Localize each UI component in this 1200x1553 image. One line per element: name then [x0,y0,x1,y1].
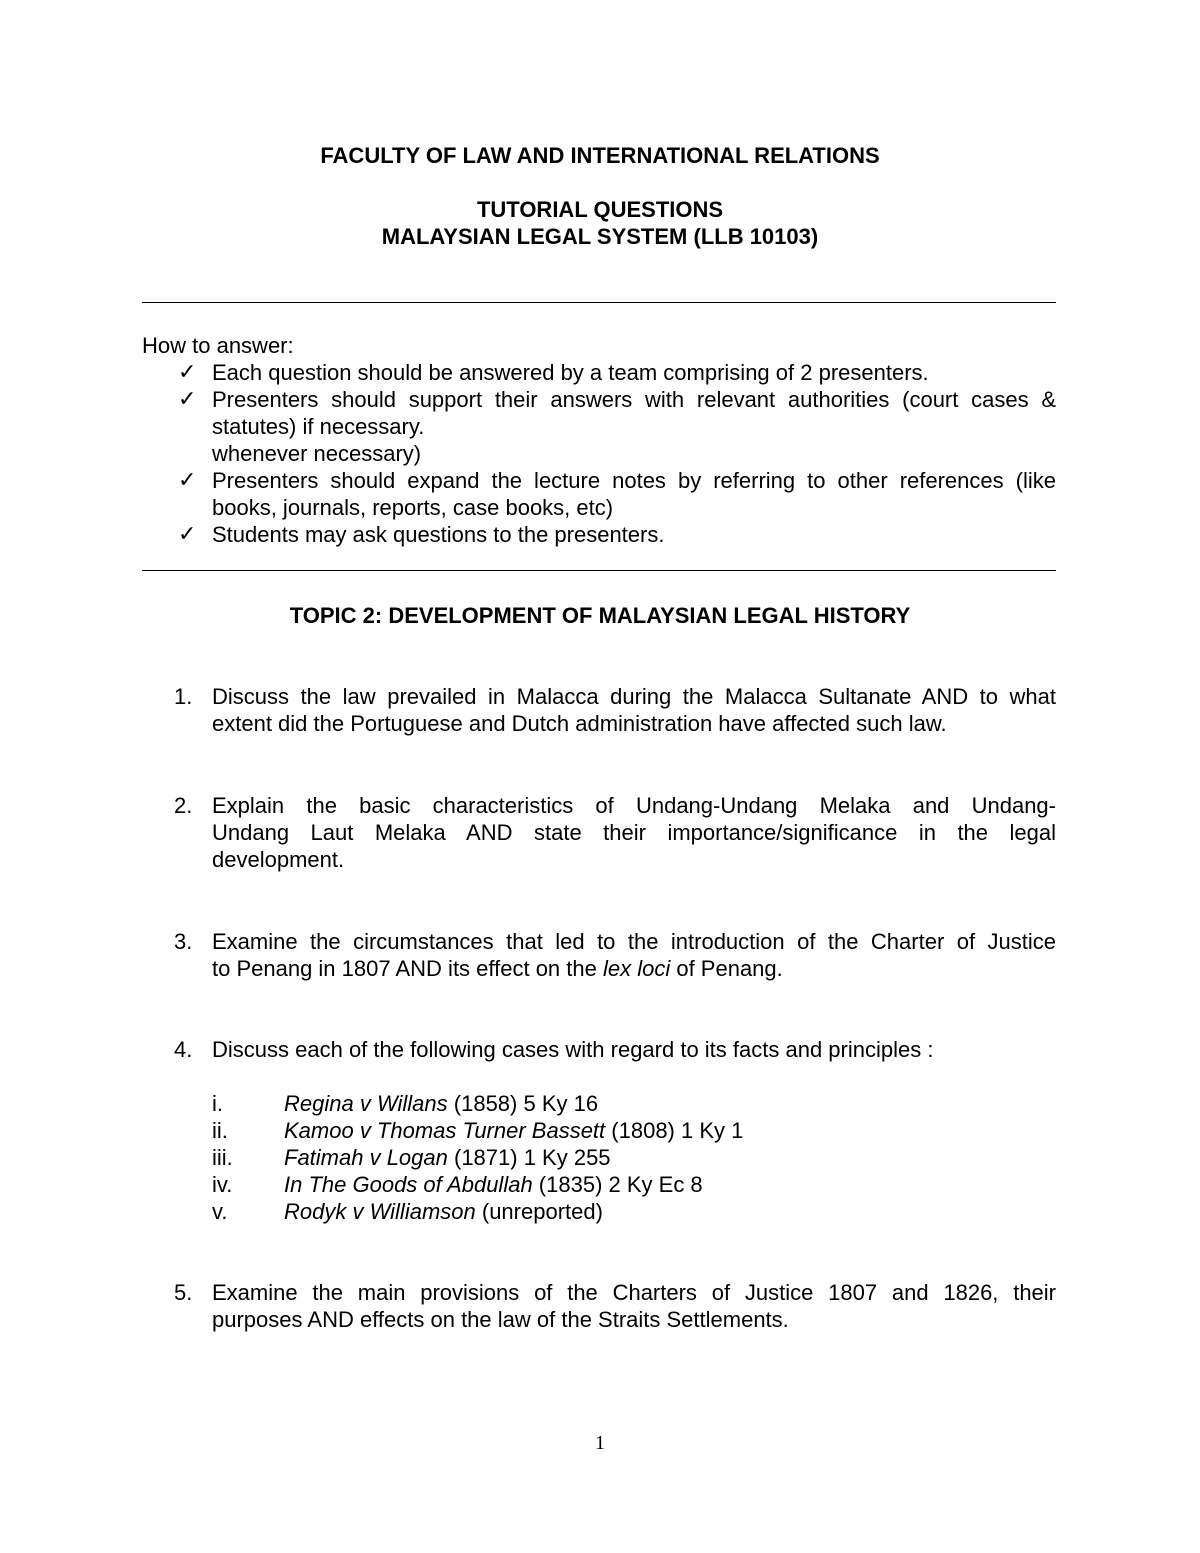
question-number: 1. [174,684,193,709]
faculty-title: FACULTY OF LAW AND INTERNATIONAL RELATIONS [320,143,880,168]
case-numeral: iv. [212,1172,233,1197]
instruction-item-cont: books, journals, reports, case books, etc) [212,495,614,520]
case-reference: (unreported) [475,1199,603,1224]
check-icon: ✓ [178,521,197,546]
instruction-item-cont: statutes) if necessary. [212,414,425,439]
case-citation [284,1117,743,1144]
divider-top [142,302,1056,303]
case-name: In The Goods of Abdullah [284,1172,533,1197]
topic-title: TOPIC 2: DEVELOPMENT OF MALAYSIAN LEGAL HISTORY [289,603,911,628]
check-icon: ✓ [178,359,197,384]
check-icon: ✓ [178,467,197,492]
instruction-item-cont: whenever necessary) [212,441,422,466]
case-citation [284,1171,703,1198]
lex-loci-term: lex loci [602,956,671,981]
question-text-cont: extent did the Portuguese and Dutch administration have affected such law. [212,711,947,736]
case-numeral: v. [212,1199,228,1224]
question-number: 5. [174,1280,193,1305]
instruction-item: Students may ask questions to the presenters. [212,522,665,547]
question-text: Examine the circumstances that led to the introduction of the Charter of Justice [212,929,1056,954]
question-text: Discuss each of the following cases with regard to its facts and principles : [212,1037,934,1062]
check-icon: ✓ [178,386,197,411]
instructions-heading: How to answer: [142,333,294,358]
question-text-part: of Penang. [670,956,783,981]
instruction-item: Presenters should expand the lecture notes by referring to other references (like [212,468,1056,493]
case-numeral: ii. [212,1118,228,1143]
case-reference: (1871) 1 Ky 255 [447,1145,611,1170]
case-name: Rodyk v Williamson [284,1199,476,1224]
question-text: Explain the basic characteristics of Undang-Undang Melaka and Undang- [212,793,1056,818]
question-number: 3. [174,929,193,954]
question-text-cont: purposes AND effects on the law of the Straits Settlements. [212,1307,789,1332]
question-number: 2. [174,793,193,818]
page-number: 1 [595,1432,605,1454]
question-number: 4. [174,1037,193,1062]
case-citation [284,1198,603,1225]
instruction-item: Each question should be answered by a team comprising of 2 presenters. [212,360,929,385]
case-numeral: i. [212,1091,223,1116]
doc-type-title: TUTORIAL QUESTIONS [476,197,724,222]
case-citation [284,1090,598,1117]
case-reference: (1835) 2 Ky Ec 8 [532,1172,703,1197]
question-text: Examine the main provisions of the Charters of Justice 1807 and 1826, their [212,1280,1056,1305]
question-text: Discuss the law prevailed in Malacca during the Malacca Sultanate AND to what [212,684,1056,709]
case-name: Regina v Willans [284,1091,448,1116]
question-text-cont: development. [212,847,345,872]
question-text-cont: Undang Laut Melaka AND state their importance/significance in the legal [212,820,1056,845]
question-text-cont [212,955,783,982]
case-citation [284,1144,611,1171]
instruction-item: Presenters should support their answers with relevant authorities (court cases & [212,387,1056,412]
question-text-part: to Penang in 1807 AND its effect on the [212,956,603,981]
case-reference: (1808) 1 Ky 1 [605,1118,744,1143]
case-numeral: iii. [212,1145,233,1170]
case-reference: (1858) 5 Ky 16 [447,1091,599,1116]
divider-bottom [142,570,1056,571]
course-title: MALAYSIAN LEGAL SYSTEM (LLB 10103) [381,224,819,249]
case-name: Fatimah v Logan [284,1145,448,1170]
case-name: Kamoo v Thomas Turner Bassett [284,1118,606,1143]
